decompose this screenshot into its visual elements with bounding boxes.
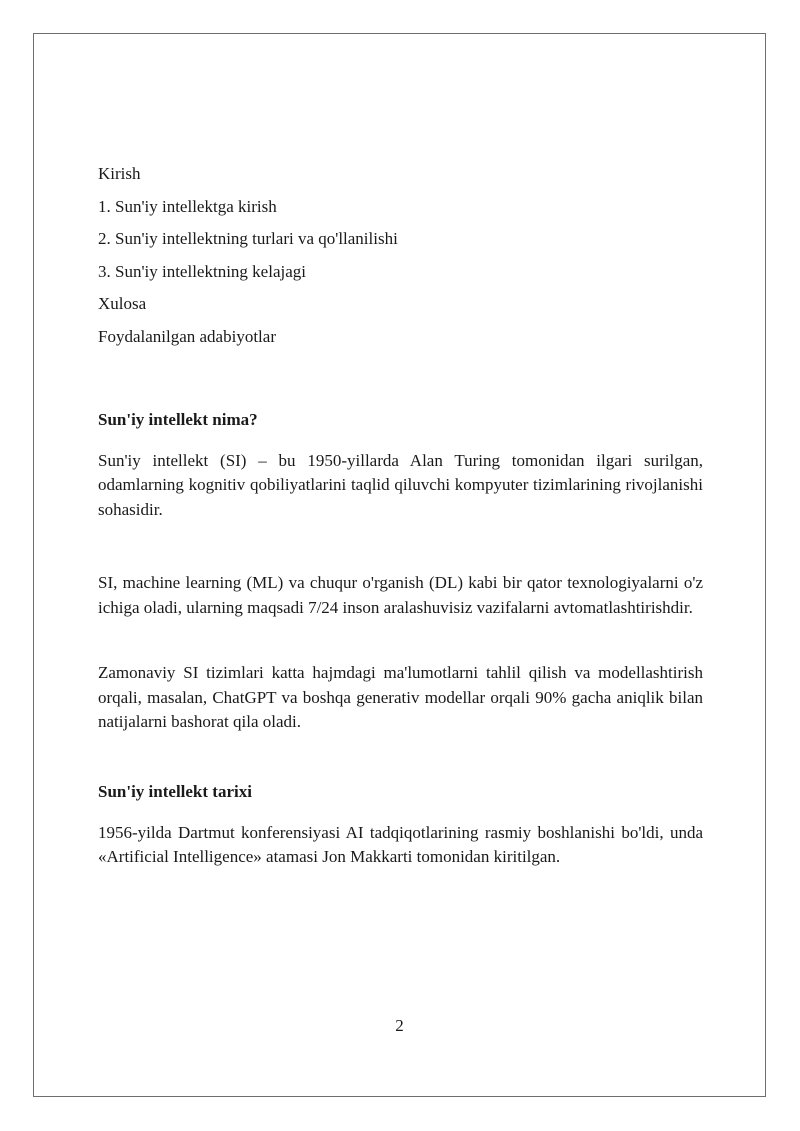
paragraph: Sun'iy intellekt (SI) – bu 1950-yillarda Alan Turing tomonidan ilgari surilgan, odamlarning kognitiv qobiliyatlarini taqlid qiluvchi kompyuter tizimlarining rivojlanishi sohasidir. (98, 450, 703, 519)
section-heading-ai-history: Sun'iy intellekt tarixi (98, 781, 252, 801)
table-of-contents (98, 164, 703, 347)
toc-item: 1. Sun'iy intellektga kirish (98, 196, 277, 216)
toc-item: Foydalanilgan adabiyotlar (98, 326, 276, 346)
paragraph: Zamonaviy SI tizimlari katta hajmdagi ma'lumotlarni tahlil qilish va modellashtirish orqali, masalan, ChatGPT va boshqa generativ modellar orqali 90% gacha aniqlik bilan natijalarni bashorat qila oladi. (98, 663, 703, 731)
toc-item: Xulosa (98, 294, 147, 313)
paragraph: SI, machine learning (ML) va chuqur o'rganish (DL) kabi bir qator texnologiyalarni o'z ichiga oladi, ularning maqsadi 7/24 inson aralashuvisiz vazifalarni avtomatlashtirishdir. (98, 573, 703, 617)
paragraph: 1956-yilda Dartmut konferensiyasi AI tadqiqotlarining rasmiy boshlanishi bo'ldi, unda «Artificial Intelligence» atamasi Jon Makkarti tomonidan kiritilgan. (98, 822, 703, 866)
document-page (33, 33, 766, 1097)
toc-item: Kirish (98, 164, 141, 183)
section-heading-what-is-ai: Sun'iy intellekt nima? (98, 409, 258, 429)
toc-item: 2. Sun'iy intellektning turlari va qo'llanilishi (98, 229, 398, 248)
page-number: 2 (395, 1016, 404, 1035)
toc-item: 3. Sun'iy intellektning kelajagi (98, 261, 306, 281)
page-content (98, 164, 703, 870)
